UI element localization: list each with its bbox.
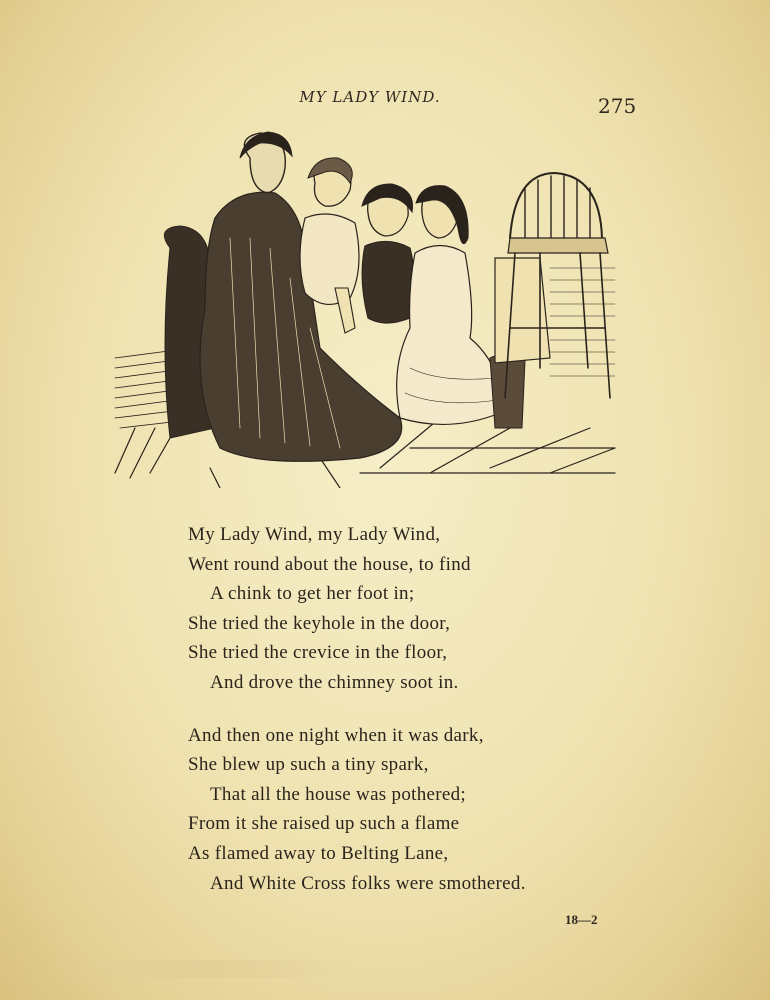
poem-line: That all the house was pothered; xyxy=(210,783,466,805)
stanza-2 xyxy=(188,721,668,899)
poem-line: And White Cross folks were smothered. xyxy=(210,872,526,894)
poem-line: A chink to get her foot in; xyxy=(210,583,415,605)
poem-line: She tried the keyhole in the door, xyxy=(188,612,451,634)
poem-line: Went round about the house, to find xyxy=(188,553,471,575)
poem-line: She blew up such a tiny spark, xyxy=(188,754,429,776)
poem-line: My Lady Wind, my Lady Wind, xyxy=(188,524,441,545)
page-number: 275 xyxy=(598,94,637,118)
poem-line: From it she raised up such a flame xyxy=(188,813,460,835)
engraving-illustration-icon xyxy=(110,128,620,488)
signature-mark: 18—2 xyxy=(565,912,598,927)
stanza-1 xyxy=(188,520,668,698)
running-head: MY LADY WIND. xyxy=(299,88,441,106)
poem-line: As flamed away to Belting Lane, xyxy=(188,842,449,864)
poem-line: She tried the crevice in the floor, xyxy=(188,642,448,664)
poem-line: And then one night when it was dark, xyxy=(188,724,484,746)
poem xyxy=(188,520,668,921)
scan-streak xyxy=(55,960,345,978)
poem-line: And drove the chimney soot in. xyxy=(210,671,459,693)
